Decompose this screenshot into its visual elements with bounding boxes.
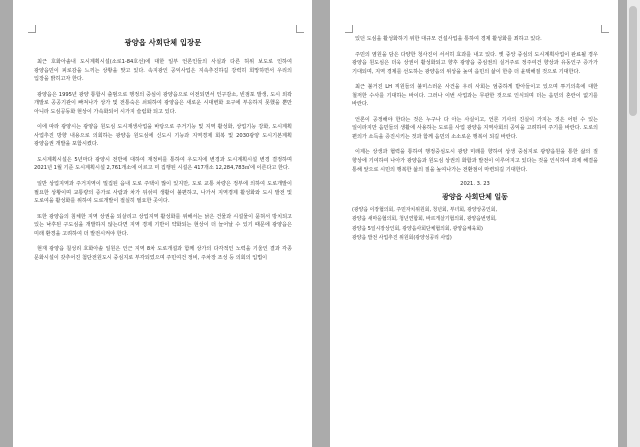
signatory-line: 광양읍 발전 사업추진 위원회(광양성공리 사업) (352, 235, 452, 241)
scrollbar-thumb[interactable] (629, 6, 637, 116)
crop-mark (28, 25, 36, 33)
page-gap (312, 0, 330, 447)
body-paragraph: 일반 상업지역과 주거지역이 밀집된 읍내 도로 주택이 많이 있지만, 도로 교통 차량은 정부에 의하여 도로개발이 필요한 상황이며 교통량의 증가로 사람과 차가 뒤섞여 생활이 불편하고, 나가서 지역경제 활성화와 도시 발전 및 도로여을 활성화를 위하여 도로개발이 절실히 필요한 곳이다. (34, 181, 292, 205)
signatory-list (352, 206, 598, 243)
crop-mark (345, 25, 353, 33)
body-paragraph: 이에 따라 광양시는 광양읍 원도심 도시재생사업을 바탕으로 주거기능 및 지역 활성화, 상업기능 강화, 도시계획 사업추진 방향 내용으로 의회하는 광양읍 원도심에 신도시 기능과 지역경제 회복 및 2030광양 도시기본계획 광양읍권 개발을 포함시켰다. (34, 124, 292, 148)
signatory-line: 광양읍 새마을협의회, 청년연합회, 바르게살기협의회, 광양읍번영회, (352, 216, 497, 223)
body-paragraph: 있던 도심을 활성화하기 위한 대규모 건설사업을 통하여 경제 활성화를 꾀하고 있다. (355, 36, 542, 42)
body-paragraph: 언론이 공정해야 한다는 것은 누구나 다 아는 사실이고, 언론 기사의 진실이 가지는 것은 어떤 수 있는 일이라지만 읍민들의 생활에 사용하는 도로를 사업 광양읍 지역사회의 공익을 고려하여 주기를 바란다. 도로의 편의가 소득을 증진시키는 것과 함께 읍민의 소소로운 행복이 되길 바란다. (352, 116, 598, 140)
body-paragraph: 현재 광양읍 칠성리 호화아솔 일원은 인근 지역 8차 도로개설과 함께 상가의 다각적인 노력을 기울인 결과 각종 문화시설이 갖추어진 첨단전원도시 중심지로 부각되었으며 주민여건 정비, 주차장 조성 등 의회의 입법이 (34, 246, 292, 261)
body-paragraph: 또한 광양읍의 침체한 지역 상권을 되살리고 상업지역 활성화를 위해서는 낡은 건물과 시설물이 묻혀서 방치되고 있는 낙후된 구도심을 개발하지 않는다면 지역 경제 기반이 약화되는 현상이 더 늘어날 수 있기 때문에 광양읍은 미래 환경을 고려하여 더 발전시켜야 한다. (34, 213, 292, 237)
body-paragraph: 주민의 염원을 담은 다양한 청사진이 서서히 효과를 내고 있다. 옛 중앙 중심의 도시계획사업이 완료될 경우 광양읍 원도심은 더욱 상권이 활성화되고 향후 광양읍 중심권의 실거주로 정주여건 향상과 유동인구 증가가 기대되며, 지역 경제를 선도하는 광양읍의 위상을 높여 읍민의 삶이 한층 더 윤택해질 것으로 기대한다. (352, 51, 598, 75)
document-title: 광양읍 사회단체 입장문 (124, 38, 202, 47)
crop-mark (296, 25, 304, 33)
document-page-2 (330, 0, 618, 447)
body-paragraph: 광양읍은 1995년 광양 통합시 출범으로 행정의 중심이 광양읍으로 이전되면서 인구감소, 빈점포 발생, 도시 외곽 개발로 공공기관이 빠져나가 상가 및 전통숙은 쇠퇴하여 광양읍은 새로운 시대변화 요구에 부응하지 못했을 뿐만 아니라 도심공동화 현상이 가속화되어 시가지 슬럼화 되고 있다. (34, 91, 292, 115)
document-date: 2021. 3. 23 (460, 181, 490, 188)
body-paragraph: 최근 호화아솔내 도시계획시설(소로1-84호선)에 대한 일부 언론인들의 사실과 다른 허위 보도로 인하여 광양읍민이 피로감을 느끼는 상황을 맞고 있다. 속지광인 공익사업은 지속추진하길 강력히 희망하면서 우리의 입장을 밝히고자 한다. (34, 59, 292, 83)
body-paragraph: 도시계획시설은 5년마다 광양시 전반에 대하여 재정비를 통하여 우도지에 변경과 도시계획시설 변경 결정하며 2021년 1월 기준 도시계획시설 2,761개소에 이르고 미 집행된 시설은 417개소 12,284,783㎡에 이른다고 한다. (34, 156, 292, 172)
document-page-1 (13, 0, 312, 447)
signatory-line: (광양읍 이장협의회, 주민자치위원회, 청년회, 부녀회, 광양상공인회, (352, 207, 498, 214)
crop-mark (601, 25, 609, 33)
body-paragraph: 최근 불거진 LH 직원들의 불미스러운 사건을 우리 사회는 엄중하게 받아들이고 있으며 투기의혹에 대한 철저한 수사를 기대하는 바이다. 그러나 이번 사업과는 무관한 것으로 인식되며 더는 읍민의 혼란이 없기를 바란다. (352, 84, 598, 108)
signatory-title: 광양읍 사회단체 일동 (442, 193, 508, 202)
body-paragraph: 이제는 상생과 협력을 통하여 행정중심도시 광양 미래를 향하여 상생 중심지로 광양읍원을 통한 삶의 질 향상에 기여하여 나아가 광양읍과 원도심 상권의 화합과 발전이 이루어지고 있다는 것을 인식하여 과제 해결을 통해 앞으로 시민의 행복한 삶의 질을 높여나가는 전환점이 마련되길 기대한다. (352, 149, 598, 173)
signatory-line: 광양읍 5일시장상인회, 광양읍사회단체협의회, 광양읍체육회) (352, 225, 483, 232)
